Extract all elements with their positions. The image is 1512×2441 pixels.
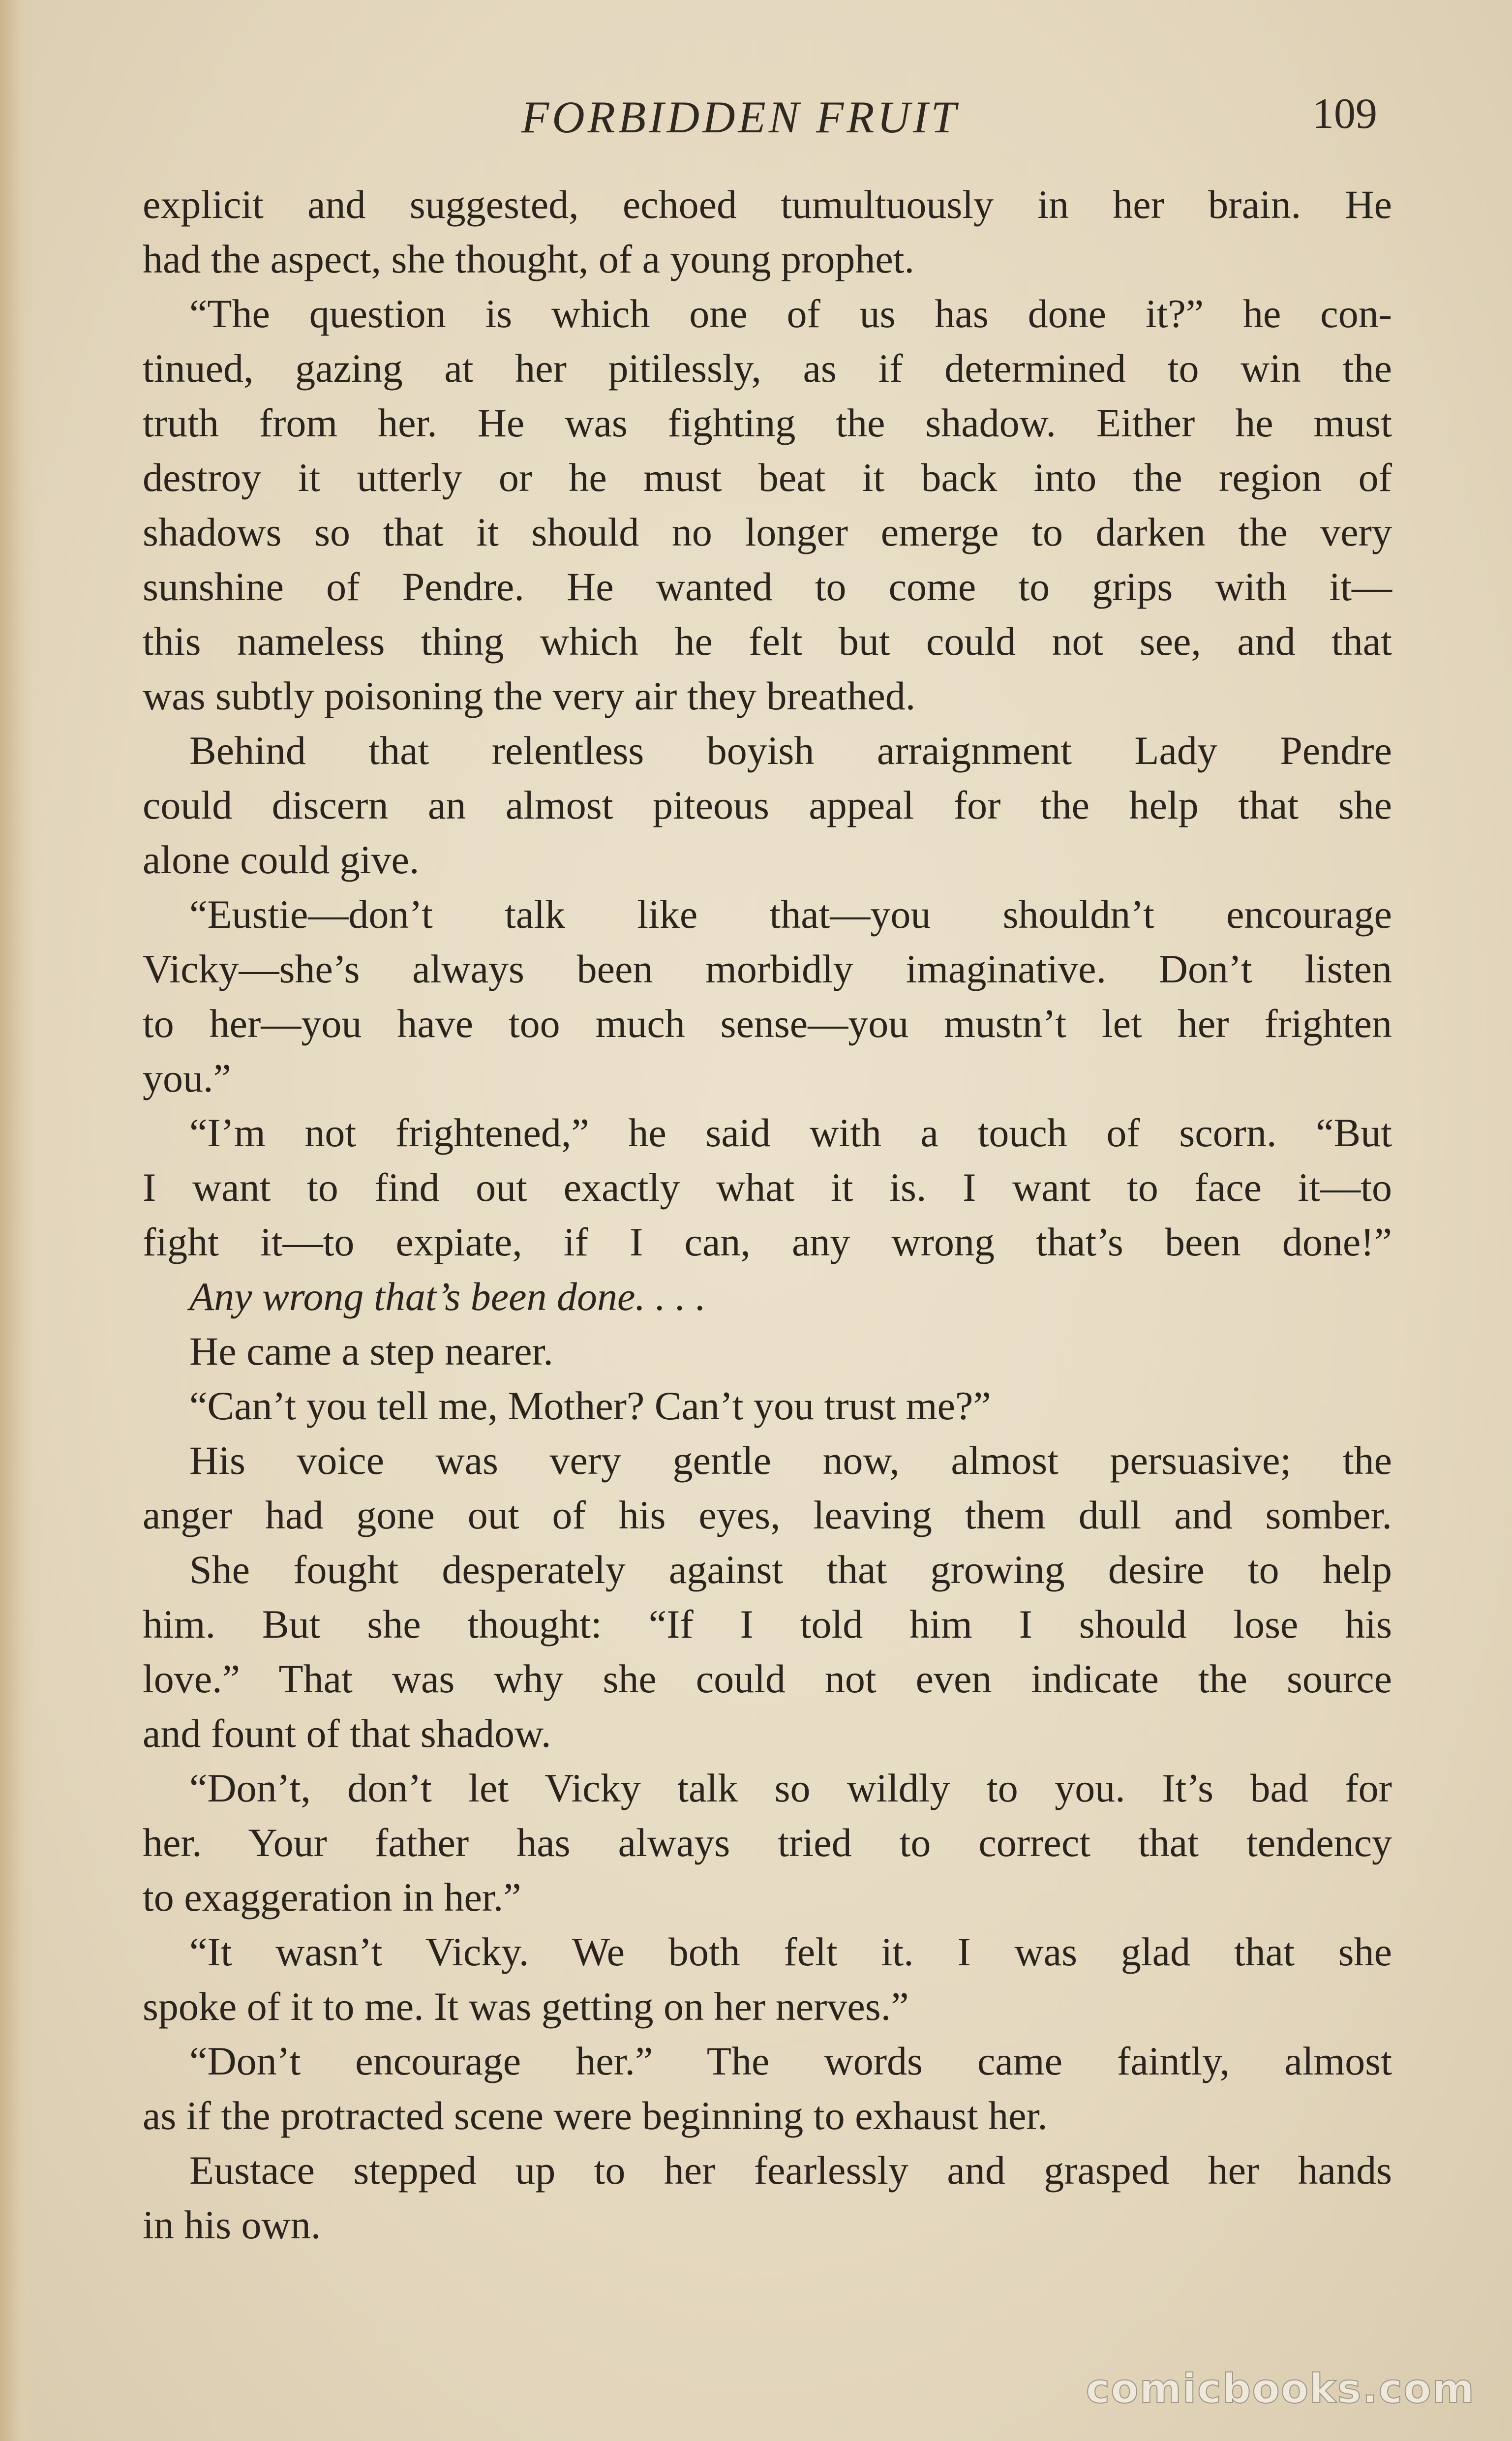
text-line: anger had gone out of his eyes, leaving them dull and somber. bbox=[143, 1493, 1392, 1537]
text-line: sunshine of Pendre. He wanted to come to grips with it— bbox=[143, 564, 1392, 609]
text-line: fight it—to expiate, if I can, any wrong that’s been done!” bbox=[143, 1220, 1392, 1264]
text-line: I want to find out exactly what it is. I want to face it—to bbox=[143, 1165, 1392, 1210]
text-line: Behind that relentless boyish arraignment Lady Pendre bbox=[189, 728, 1392, 773]
body-text bbox=[143, 177, 1392, 2252]
text-line: love.” That was why she could not even indicate the source bbox=[143, 1656, 1392, 1701]
text-line: could discern an almost piteous appeal for the help that she bbox=[143, 783, 1392, 827]
text-line: truth from her. He was fighting the shadow. Either he must bbox=[143, 400, 1392, 445]
text-line: as if the protracted scene were beginning to exhaust her. bbox=[143, 2093, 1048, 2138]
text-line: you.” bbox=[143, 1056, 231, 1100]
spine-shadow bbox=[0, 0, 34, 2441]
text-line: to her—you have too much sense—you mustn’t let her frighten bbox=[143, 1001, 1392, 1046]
text-line: in his own. bbox=[143, 2202, 321, 2247]
text-line: and fount of that shadow. bbox=[143, 1711, 551, 1756]
page-number: 109 bbox=[1312, 90, 1377, 138]
text-line: “I’m not frightened,” he said with a touch of scorn. “But bbox=[189, 1110, 1392, 1155]
page-header bbox=[138, 86, 1387, 160]
text-line: “Don’t, don’t let Vicky talk so wildly to you. It’s bad for bbox=[189, 1766, 1392, 1810]
text-line: alone could give. bbox=[143, 837, 420, 882]
text-line: spoke of it to me. It was getting on her nerves.” bbox=[143, 1984, 909, 2029]
text-line: explicit and suggested, echoed tumultuously in her brain. He bbox=[143, 182, 1392, 227]
text-line: “The question is which one of us has done it?” he con- bbox=[189, 291, 1392, 336]
text-line: “Can’t you tell me, Mother? Can’t you trust me?” bbox=[189, 1383, 991, 1428]
text-line: Vicky—she’s always been morbidly imaginative. Don’t listen bbox=[143, 946, 1392, 991]
text-line: Eustace stepped up to her fearlessly and grasped her hands bbox=[189, 2148, 1392, 2193]
text-line: this nameless thing which he felt but could not see, and that bbox=[143, 619, 1392, 664]
text-line: tinued, gazing at her pitilessly, as if determined to win the bbox=[143, 346, 1392, 391]
text-line: had the aspect, she thought, of a young prophet. bbox=[143, 237, 915, 281]
text-line: shadows so that it should no longer emerge to darken the very bbox=[143, 510, 1392, 554]
running-title: FORBIDDEN FRUIT bbox=[521, 92, 959, 142]
text-line: him. But she thought: “If I told him I should lose his bbox=[143, 1602, 1392, 1647]
text-line: “It wasn’t Vicky. We both felt it. I was glad that she bbox=[189, 1929, 1392, 1974]
watermark-logo: comicbooks.com bbox=[1086, 2366, 1475, 2412]
text-line: She fought desperately against that growing desire to help bbox=[189, 1547, 1392, 1592]
text-line: He came a step nearer. bbox=[189, 1329, 553, 1373]
text-line: destroy it utterly or he must beat it back into the region of bbox=[143, 455, 1392, 500]
text-line: her. Your father has always tried to correct that tendency bbox=[143, 1820, 1392, 1865]
text-line: His voice was very gentle now, almost persuasive; the bbox=[189, 1438, 1392, 1483]
text-line: “Eustie—don’t talk like that—you shouldn’t encourage bbox=[189, 892, 1392, 937]
text-line: Any wrong that’s been done. . . . bbox=[189, 1274, 706, 1319]
text-line: “Don’t encourage her.” The words came faintly, almost bbox=[189, 2039, 1392, 2083]
text-line: to exaggeration in her.” bbox=[143, 1875, 521, 1920]
text-line: was subtly poisoning the very air they breathed. bbox=[143, 673, 916, 718]
